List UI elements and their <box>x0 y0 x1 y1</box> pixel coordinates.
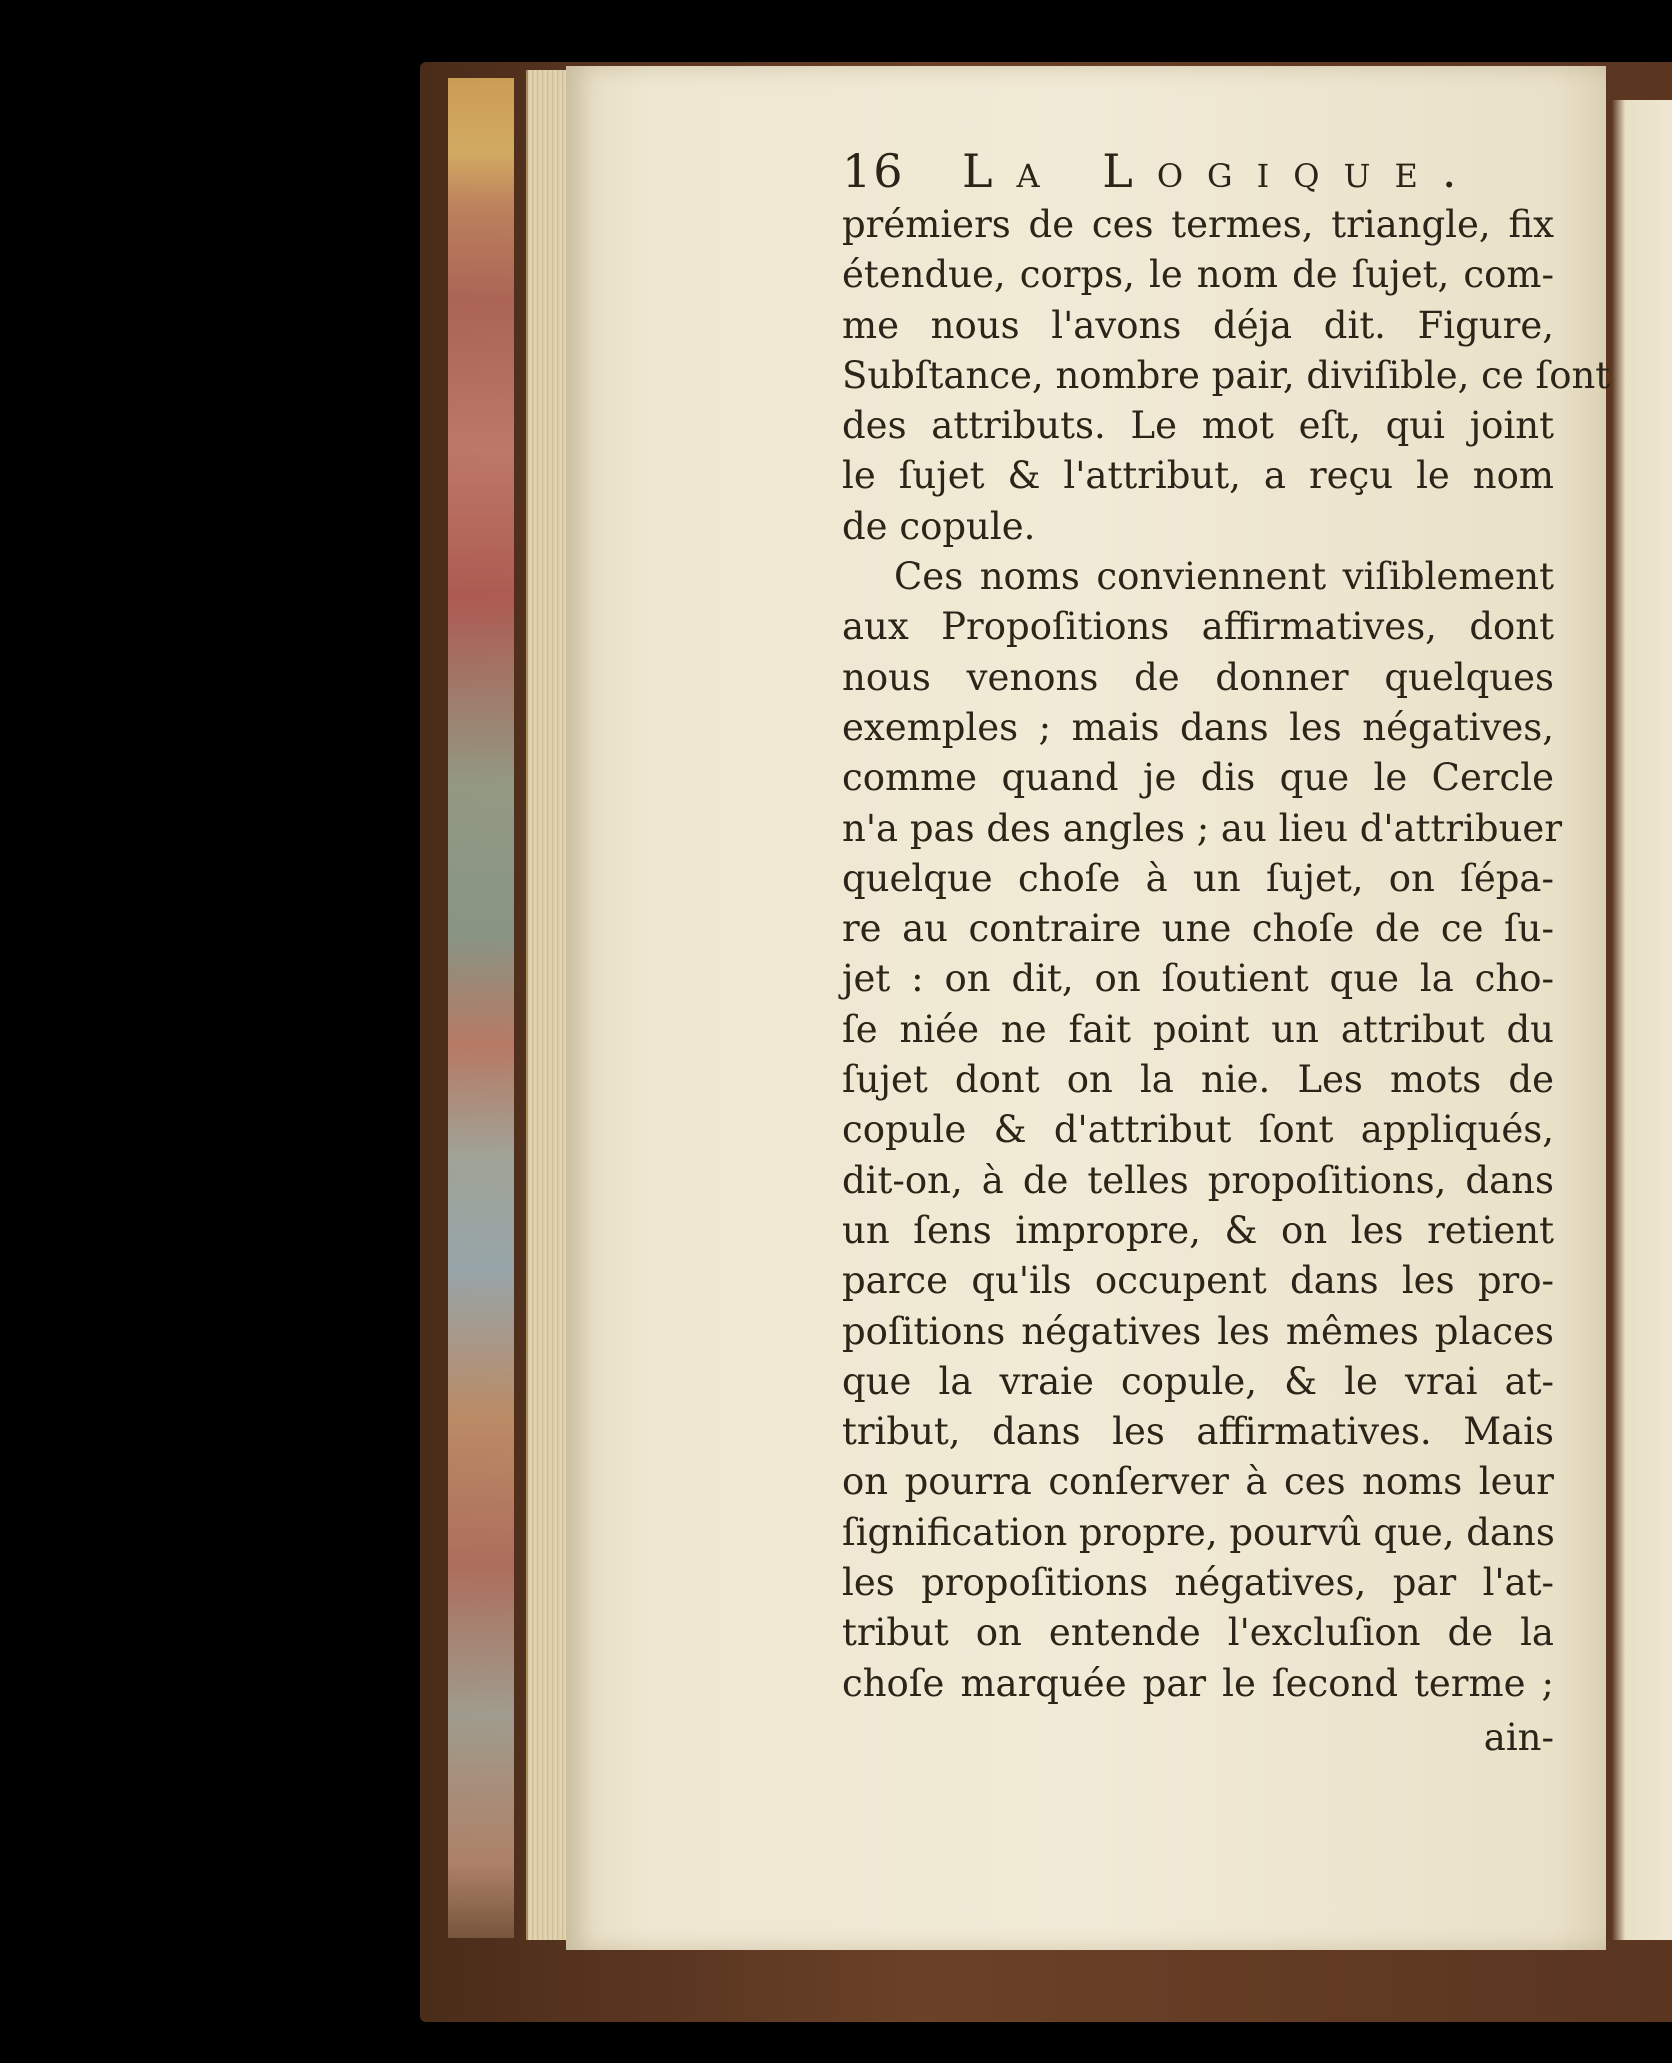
text-line: tribut on entende l'excluſion de la <box>842 1611 1554 1655</box>
text-line: on pourra conſerver à ces noms leur <box>842 1460 1554 1504</box>
running-head <box>842 144 1554 200</box>
page-number: 16 <box>842 144 905 198</box>
text-line: de copule. <box>842 504 1036 548</box>
marbled-endpaper <box>448 78 514 1938</box>
text-line: parce qu'ils occupent dans les pro- <box>842 1259 1554 1303</box>
text-line: comme quand je dis que le Cercle <box>842 756 1554 800</box>
text-line: des attributs. Le mot eſt, qui joint <box>842 404 1554 448</box>
text-line: quelque choſe à un ſujet, on ſépa- <box>842 856 1554 900</box>
text-line: jet : on dit, on ſoutient que la cho- <box>842 957 1554 1001</box>
text-line: prémiers de ces termes, triangle, fix <box>842 203 1554 246</box>
catchword: ain- <box>1483 1715 1554 1759</box>
text-line: un ſens impropre, & on les retient <box>842 1208 1554 1252</box>
text-line: les propoſitions négatives, par l'at- <box>842 1561 1554 1605</box>
text-line: aux Propoſitions affirmatives, dont <box>842 605 1554 649</box>
facing-page-edge <box>1612 100 1672 1940</box>
text-line: re au contraire une choſe de ce ſu- <box>842 907 1554 951</box>
text-line: ſe niée ne fait point un attribut du <box>842 1007 1554 1051</box>
text-line: poſitions négatives les mêmes places <box>842 1309 1554 1353</box>
text-line: que la vraie copule, & le vrai at- <box>842 1359 1554 1403</box>
text-line: Subſtance, nombre pair, diviſible, ce ſont <box>842 353 1611 397</box>
text-line: choſe marquée par le ſecond terme ; <box>842 1661 1554 1705</box>
text-line: étendue, corps, le nom de ſujet, com- <box>842 253 1554 297</box>
text-line: Ces noms conviennent viſiblement <box>894 555 1554 599</box>
running-title: La Logique. <box>962 144 1481 198</box>
text-line: copule & d'attribut ſont appliqués, <box>842 1108 1554 1152</box>
text-line: nous venons de donner quelques <box>842 655 1554 699</box>
text-line: ſignification propre, pourvû que, dans <box>842 1510 1555 1554</box>
text-line: dit-on, à de telles propoſitions, dans <box>842 1158 1554 1202</box>
text-line: n'a pas des angles ; au lieu d'attribuer <box>842 806 1563 850</box>
text-line: me nous l'avons déja dit. Figure, <box>842 303 1554 347</box>
page-text-block <box>842 144 1611 1763</box>
text-line: ſujet dont on la nie. Les mots de <box>842 1058 1554 1102</box>
text-line: le ſujet & l'attribut, a reçu le nom <box>842 454 1554 498</box>
text-line: tribut, dans les affirmatives. Mais <box>842 1410 1554 1454</box>
text-line: exemples ; mais dans les négatives, <box>842 705 1554 749</box>
